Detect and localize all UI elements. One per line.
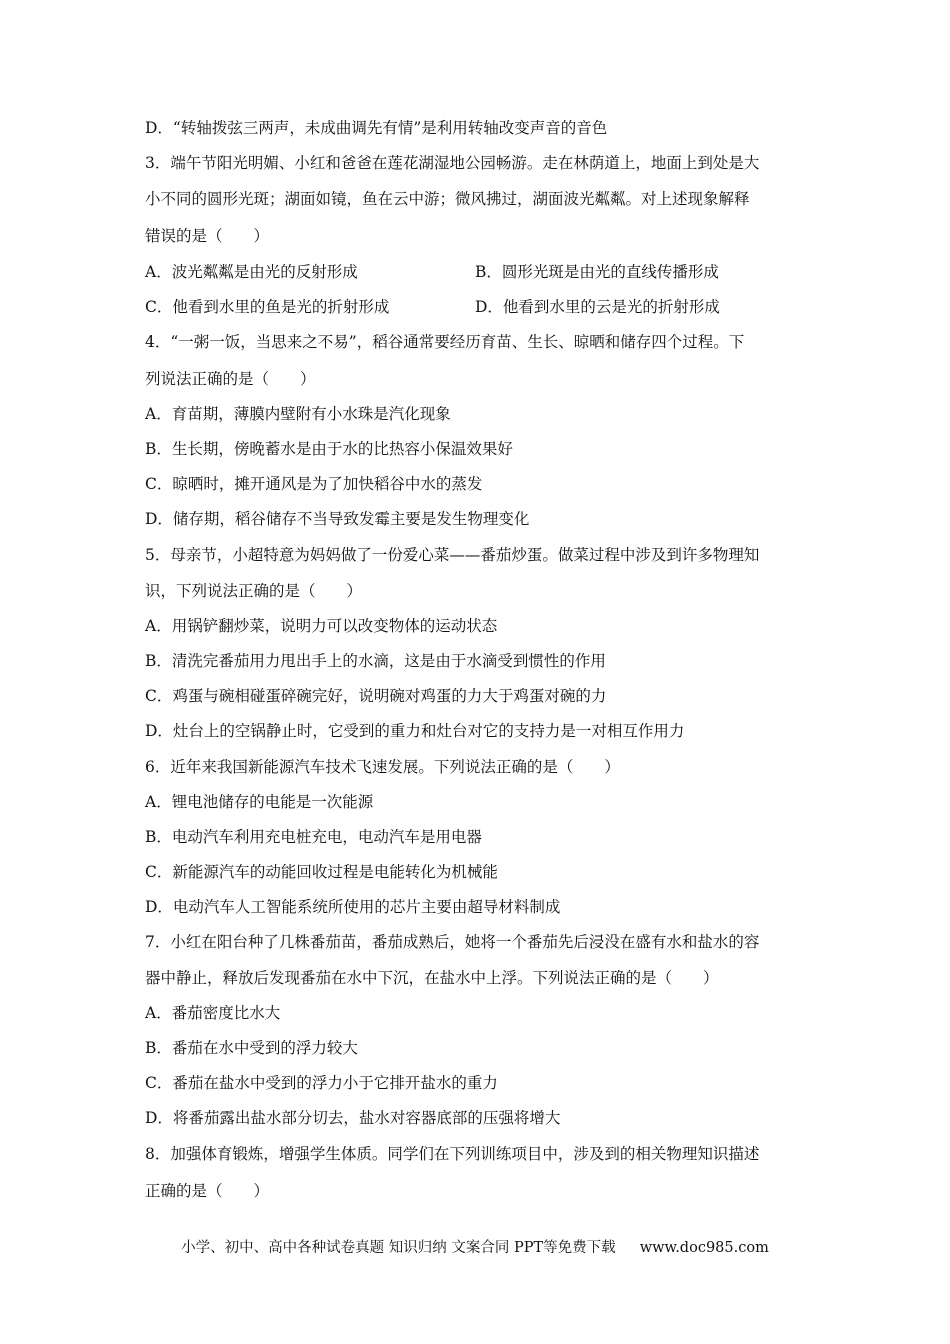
q6-option-a: A．锂电池储存的电能是一次能源 [145, 793, 374, 811]
q7-option-a: A．番茄密度比水大 [145, 1004, 281, 1022]
q5-option-c: C．鸡蛋与碗相碰蛋碎碗完好，说明碗对鸡蛋的力大于鸡蛋对碗的力 [145, 687, 607, 705]
q3-option-b: B．圆形光斑是由光的直线传播形成 [475, 263, 719, 281]
q2-option-d: D．“转轴拨弦三两声，未成曲调先有情”是利用转轴改变声音的音色 [145, 119, 608, 137]
q4-option-d: D．储存期，稻谷储存不当导致发霉主要是发生物理变化 [145, 510, 530, 528]
q8-stem-line-2: 正确的是（ ） [145, 1182, 270, 1200]
q3-stem-line-3: 错误的是（ ） [145, 227, 270, 245]
q3-stem-line-1: 3．端午节阳光明媚、小红和爸爸在莲花湖湿地公园畅游。走在林荫道上，地面上到处是大 [145, 154, 760, 172]
q4-stem-line-1: 4．“一粥一饭，当思来之不易”，稻谷通常要经历育苗、生长、晾晒和储存四个过程。下 [145, 333, 745, 351]
q3-option-a: A．波光粼粼是由光的反射形成 [145, 263, 358, 281]
q5-stem-line-2: 识，下列说法正确的是（ ） [145, 582, 363, 600]
q6-option-d: D．电动汽车人工智能系统所使用的芯片主要由超导材料制成 [145, 898, 561, 916]
q3-stem-line-2: 小不同的圆形光斑；湖面如镜，鱼在云中游；微风拂过，湖面波光粼粼。对上述现象解释 [145, 190, 750, 208]
q4-option-b: B．生长期，傍晚蓄水是由于水的比热容小保温效果好 [145, 440, 513, 458]
footer-text: 小学、初中、高中各种试卷真题 知识归纳 文案合同 PPT等免费下载 [181, 1240, 616, 1256]
q3-option-c: C．他看到水里的鱼是光的折射形成 [145, 298, 390, 316]
q7-option-c: C．番茄在盐水中受到的浮力小于它排开盐水的重力 [145, 1074, 498, 1092]
q7-stem-line-1: 7．小红在阳台种了几株番茄苗，番茄成熟后，她将一个番茄先后浸没在盛有水和盐水的容 [145, 933, 760, 951]
q5-option-a: A．用锅铲翻炒菜，说明力可以改变物体的运动状态 [145, 617, 498, 635]
q4-stem-line-2: 列说法正确的是（ ） [145, 370, 316, 388]
page-footer [0, 1236, 950, 1257]
q3-option-d: D．他看到水里的云是光的折射形成 [475, 298, 720, 316]
q4-option-a: A．育苗期，薄膜内壁附有小水珠是汽化现象 [145, 405, 451, 423]
q5-stem-line-1: 5．母亲节，小超特意为妈妈做了一份爱心菜——番茄炒蛋。做菜过程中涉及到许多物理知 [145, 546, 760, 564]
q7-stem-line-2: 器中静止，释放后发现番茄在水中下沉，在盐水中上浮。下列说法正确的是（ ） [145, 969, 719, 987]
q6-option-b: B．电动汽车利用充电桩充电，电动汽车是用电器 [145, 828, 482, 846]
q7-option-b: B．番茄在水中受到的浮力较大 [145, 1039, 358, 1057]
q6-option-c: C．新能源汽车的动能回收过程是电能转化为机械能 [145, 863, 498, 881]
q7-option-d: D．将番茄露出盐水部分切去，盐水对容器底部的压强将增大 [145, 1109, 561, 1127]
q5-option-d: D．灶台上的空锅静止时，它受到的重力和灶台对它的支持力是一对相互作用力 [145, 722, 685, 740]
q8-stem-line-1: 8．加强体育锻炼，增强学生体质。同学们在下列训练项目中，涉及到的相关物理知识描述 [145, 1145, 760, 1163]
q5-option-b: B．清洗完番茄用力甩出手上的水滴，这是由于水滴受到惯性的作用 [145, 652, 606, 670]
footer-url-link[interactable]: www.doc985.com [639, 1240, 769, 1256]
q4-option-c: C．晾晒时，摊开通风是为了加快稻谷中水的蒸发 [145, 475, 483, 493]
q6-stem-line-1: 6．近年来我国新能源汽车技术飞速发展。下列说法正确的是（ ） [145, 758, 620, 776]
